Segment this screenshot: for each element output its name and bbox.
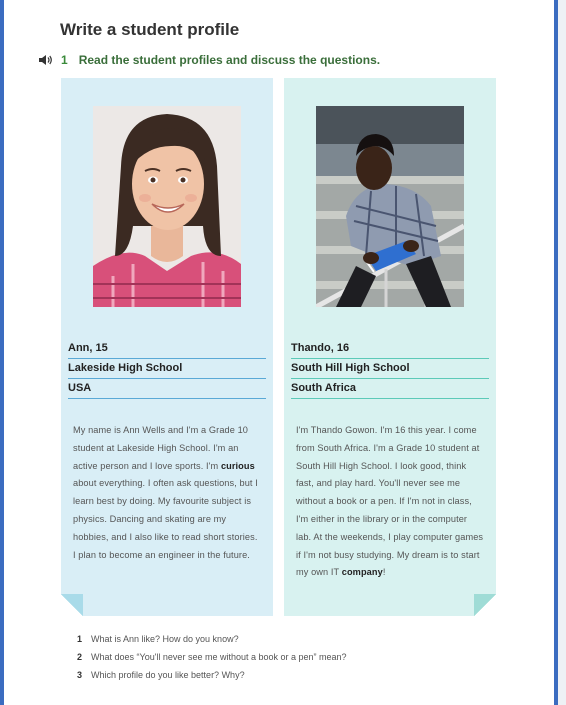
- thando-school: South Hill High School: [291, 358, 489, 379]
- thando-text-part-2: !: [382, 567, 386, 578]
- thando-text-part: I'm Thando Gowon. I'm 16 this year. I come from South Africa. I'm a Grade 10 student at South Hill High School. I look good, think fast, and play hard. You'll never see me without a book or a pen. If I'm not in class, I'm either in the library or in the computer lab. At the weekends, I play computer games if I'm not busy studying. My dream is to start my own IT: [296, 425, 484, 578]
- question-text: Which profile do you like better? Why?: [91, 670, 245, 680]
- thando-country: South Africa: [291, 378, 489, 399]
- question-item: [77, 666, 347, 684]
- ann-profile-text: [73, 422, 261, 564]
- question-item: [77, 630, 347, 648]
- instruction-text: Read the student profiles and discuss the questions.: [78, 53, 381, 67]
- ann-school: Lakeside High School: [68, 358, 266, 379]
- ann-text-part: My name is Ann Wells and I'm a Grade 10 student at Lakeside High School. I'm an active person and I love sports. I'm: [73, 425, 249, 471]
- page-fold-corner: [474, 594, 496, 616]
- exercise-number: 1: [61, 53, 68, 67]
- profile-card-ann: [61, 78, 273, 616]
- scrollbar-track[interactable]: [558, 0, 566, 705]
- thando-profile-text: [296, 422, 484, 582]
- question-text: What does “You'll never see me without a book or a pen” mean?: [91, 652, 347, 662]
- page-title: Write a student profile: [60, 20, 240, 39]
- ann-name-age: Ann, 15: [68, 338, 266, 359]
- page-border-left: [0, 0, 4, 705]
- question-number: 1: [77, 634, 83, 644]
- thando-name-age: Thando, 16: [291, 338, 489, 359]
- thando-photo: [316, 106, 464, 307]
- profile-card-thando: [284, 78, 496, 616]
- question-text: What is Ann like? How do you know?: [91, 634, 239, 644]
- question-number: 3: [77, 670, 83, 680]
- thando-highlight-word: company: [341, 567, 383, 578]
- instruction: [38, 52, 380, 68]
- ann-highlight-word: curious: [220, 460, 255, 471]
- page-fold-corner: [61, 594, 83, 616]
- ann-country: USA: [68, 378, 266, 399]
- question-item: [77, 648, 347, 666]
- question-list: [77, 630, 347, 684]
- speaker-icon[interactable]: [38, 54, 53, 66]
- ann-photo: [93, 106, 241, 307]
- ann-text-part-2: about everything. I often ask questions, but I learn best by doing. My favourite subject is physics. Dancing and skating are my hobbies, and I also like to read short stories. I plan to become an engineer in the future.: [73, 478, 258, 560]
- question-number: 2: [77, 652, 83, 662]
